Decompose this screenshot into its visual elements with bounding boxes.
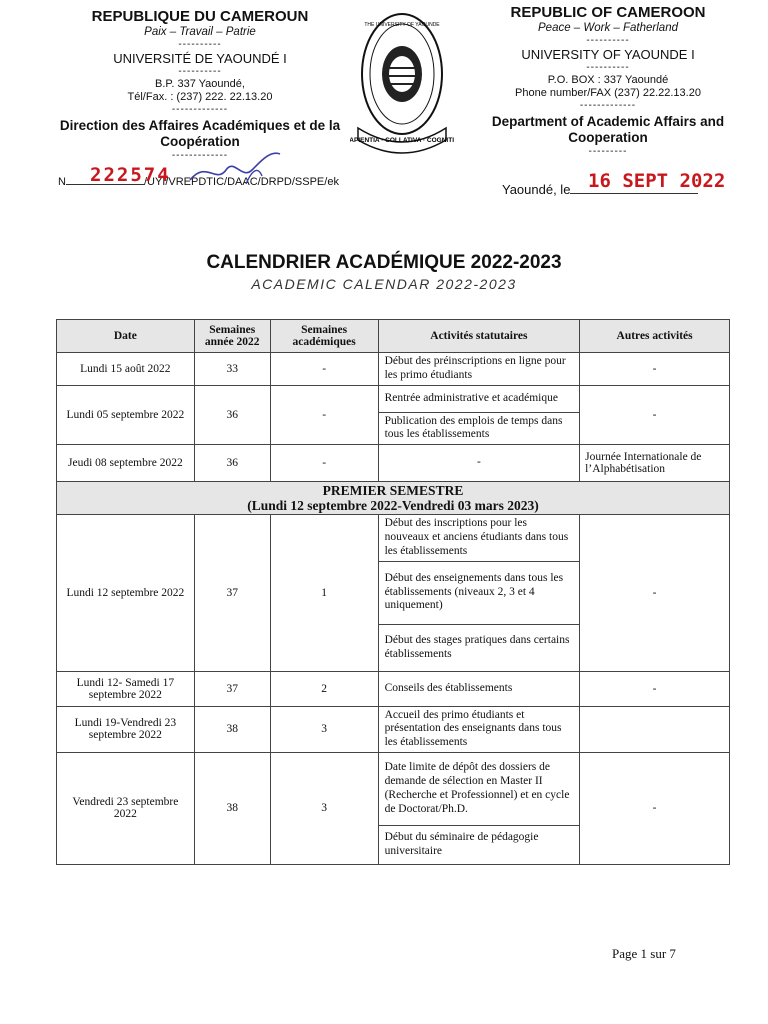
separator: ----------	[586, 35, 630, 47]
activity-item: Conseils des établissements	[384, 681, 513, 694]
date-prefix: Yaoundé, le	[502, 182, 571, 197]
table-row	[57, 671, 730, 706]
cell-statutory	[378, 706, 580, 752]
cell-weeks-year: 33	[194, 353, 270, 386]
motto-en: Peace – Work – Fatherland	[538, 21, 678, 34]
activity-item: Date limite de dépôt des dossiers de demande de sélection en Master II (Recherche et Professionnel) et en cycle de Doctorat/Ph.D.	[384, 761, 570, 815]
cell-other: Journée Internationale de l’Alphabétisation	[580, 445, 730, 482]
university-en: UNIVERSITY OF YAOUNDE I	[521, 47, 695, 63]
cell-statutory	[378, 671, 580, 706]
cell-other	[580, 706, 730, 752]
activity-item: Accueil des primo étudiants et présentation des enseignants dans tous les établissements	[384, 708, 562, 749]
cell-statutory	[378, 385, 580, 445]
semester-range: (Lundi 12 septembre 2022-Vendredi 03 mars 2023)	[247, 498, 539, 514]
activity-item: Début des stages pratiques dans certains établissements	[379, 624, 580, 671]
page-subtitle: ACADEMIC CALENDAR 2022-2023	[251, 276, 517, 292]
address-fr: B.P. 337 Yaoundé,	[155, 78, 245, 91]
separator: -------------	[171, 104, 229, 116]
cell-date: Vendredi 23 septembre 2022	[57, 752, 195, 864]
cell-weeks-academic: 3	[270, 752, 378, 864]
activity-item: Début des enseignements dans tous les établissements (niveaux 2, 3 et 4 uniquement)	[379, 561, 580, 624]
phone-en: Phone number/FAX (237) 22.22.13.20	[515, 87, 701, 100]
col-other: Autres activités	[580, 320, 730, 353]
cell-date: Lundi 12 septembre 2022	[57, 515, 195, 671]
header-left	[50, 8, 350, 162]
cell-statutory	[378, 445, 580, 482]
activity-item: Rentrée administrative et académique	[384, 391, 558, 404]
cell-weeks-year: 38	[194, 706, 270, 752]
separator: ----------	[178, 66, 222, 78]
seal-top-text: THE UNIVERSITY OF YAOUNDE	[364, 22, 440, 28]
semester-row	[57, 482, 730, 515]
col-statutory: Activités statutaires	[378, 320, 580, 353]
cell-other: -	[580, 671, 730, 706]
cell-weeks-year: 37	[194, 515, 270, 671]
separator: ----------	[178, 39, 222, 51]
table-row	[57, 385, 730, 445]
table-row	[57, 706, 730, 752]
cell-weeks-year: 38	[194, 752, 270, 864]
col-weeks-year: Semaines année 2022	[194, 320, 270, 353]
separator: -------------	[579, 100, 637, 112]
cell-date: Lundi 12- Samedi 17 septembre 2022	[57, 671, 195, 706]
university-fr: UNIVERSITÉ DE YAOUNDÉ I	[113, 51, 287, 67]
cell-date: Lundi 05 septembre 2022	[57, 385, 195, 445]
department-en: Department of Academic Affairs and Cooperation	[491, 113, 725, 145]
col-weeks-academic: Semaines académiques	[270, 320, 378, 353]
cell-other: -	[580, 385, 730, 445]
activity-item: Début des inscriptions pour les nouveaux et anciens étudiants dans tous les établissements	[384, 517, 569, 557]
activity-item: Publication des emplois de temps dans tous les établissements	[379, 412, 580, 445]
cell-date: Lundi 19-Vendredi 23 septembre 2022	[57, 706, 195, 752]
cell-other: -	[580, 515, 730, 671]
seal-motto: SAPIENTIA · COLLATIVA · COGNITIO	[350, 137, 454, 144]
cell-weeks-year: 37	[194, 671, 270, 706]
cell-weeks-academic: 2	[270, 671, 378, 706]
address-en: P.O. BOX : 337 Yaoundé	[547, 74, 669, 87]
table-row	[57, 353, 730, 386]
page-title: CALENDRIER ACADÉMIQUE 2022-2023	[206, 252, 562, 273]
country-fr: REPUBLIQUE DU CAMEROUN	[91, 8, 309, 25]
cell-date: Jeudi 08 septembre 2022	[57, 445, 195, 482]
university-seal	[350, 8, 454, 158]
cell-statutory	[378, 752, 580, 864]
date-stamp: 16 SEPT 2022	[588, 170, 726, 192]
cell-weeks-academic: -	[270, 353, 378, 386]
cell-weeks-year: 36	[194, 385, 270, 445]
table-row	[57, 752, 730, 864]
cell-weeks-academic: 3	[270, 706, 378, 752]
reference-prefix: N	[58, 176, 66, 188]
country-en: REPUBLIC OF CAMEROON	[510, 4, 706, 21]
table-header	[57, 320, 730, 353]
table-row	[57, 515, 730, 671]
cell-weeks-academic: -	[270, 445, 378, 482]
semester-title: PREMIER SEMESTRE	[322, 482, 464, 498]
col-date: Date	[57, 320, 195, 353]
separator: -------------	[171, 149, 229, 161]
cell-weeks-academic: 1	[270, 515, 378, 671]
cell-date: Lundi 15 août 2022	[57, 353, 195, 386]
cell-weeks-academic: -	[270, 385, 378, 445]
page-number: Page 1 sur 7	[612, 946, 676, 961]
calendar-table	[56, 319, 730, 865]
cell-statutory	[378, 515, 580, 671]
cell-statutory	[378, 353, 580, 386]
signature-scribble	[186, 140, 286, 190]
header-right	[460, 4, 756, 158]
phone-fr: Tél/Fax. : (237) 222. 22.13.20	[127, 91, 273, 104]
table-row	[57, 445, 730, 482]
separator: ---------	[588, 145, 628, 157]
activity-item: Début des préinscriptions en ligne pour les primo étudiants	[384, 355, 566, 381]
motto-fr: Paix – Travail – Patrie	[144, 25, 256, 38]
cell-other: -	[580, 752, 730, 864]
cell-other: -	[580, 353, 730, 386]
reference-suffix: /UYI/VREPDTIC/DAAC/DRPD/SSPE/ek	[143, 176, 339, 188]
cell-weeks-year: 36	[194, 445, 270, 482]
separator: ----------	[586, 62, 630, 74]
activity-item: -	[476, 456, 481, 469]
department-fr: Direction des Affaires Académiques et de la Coopération	[59, 117, 341, 149]
activity-item: Début du séminaire de pédagogie universitaire	[379, 825, 580, 864]
reference-number: 222574	[90, 164, 171, 186]
